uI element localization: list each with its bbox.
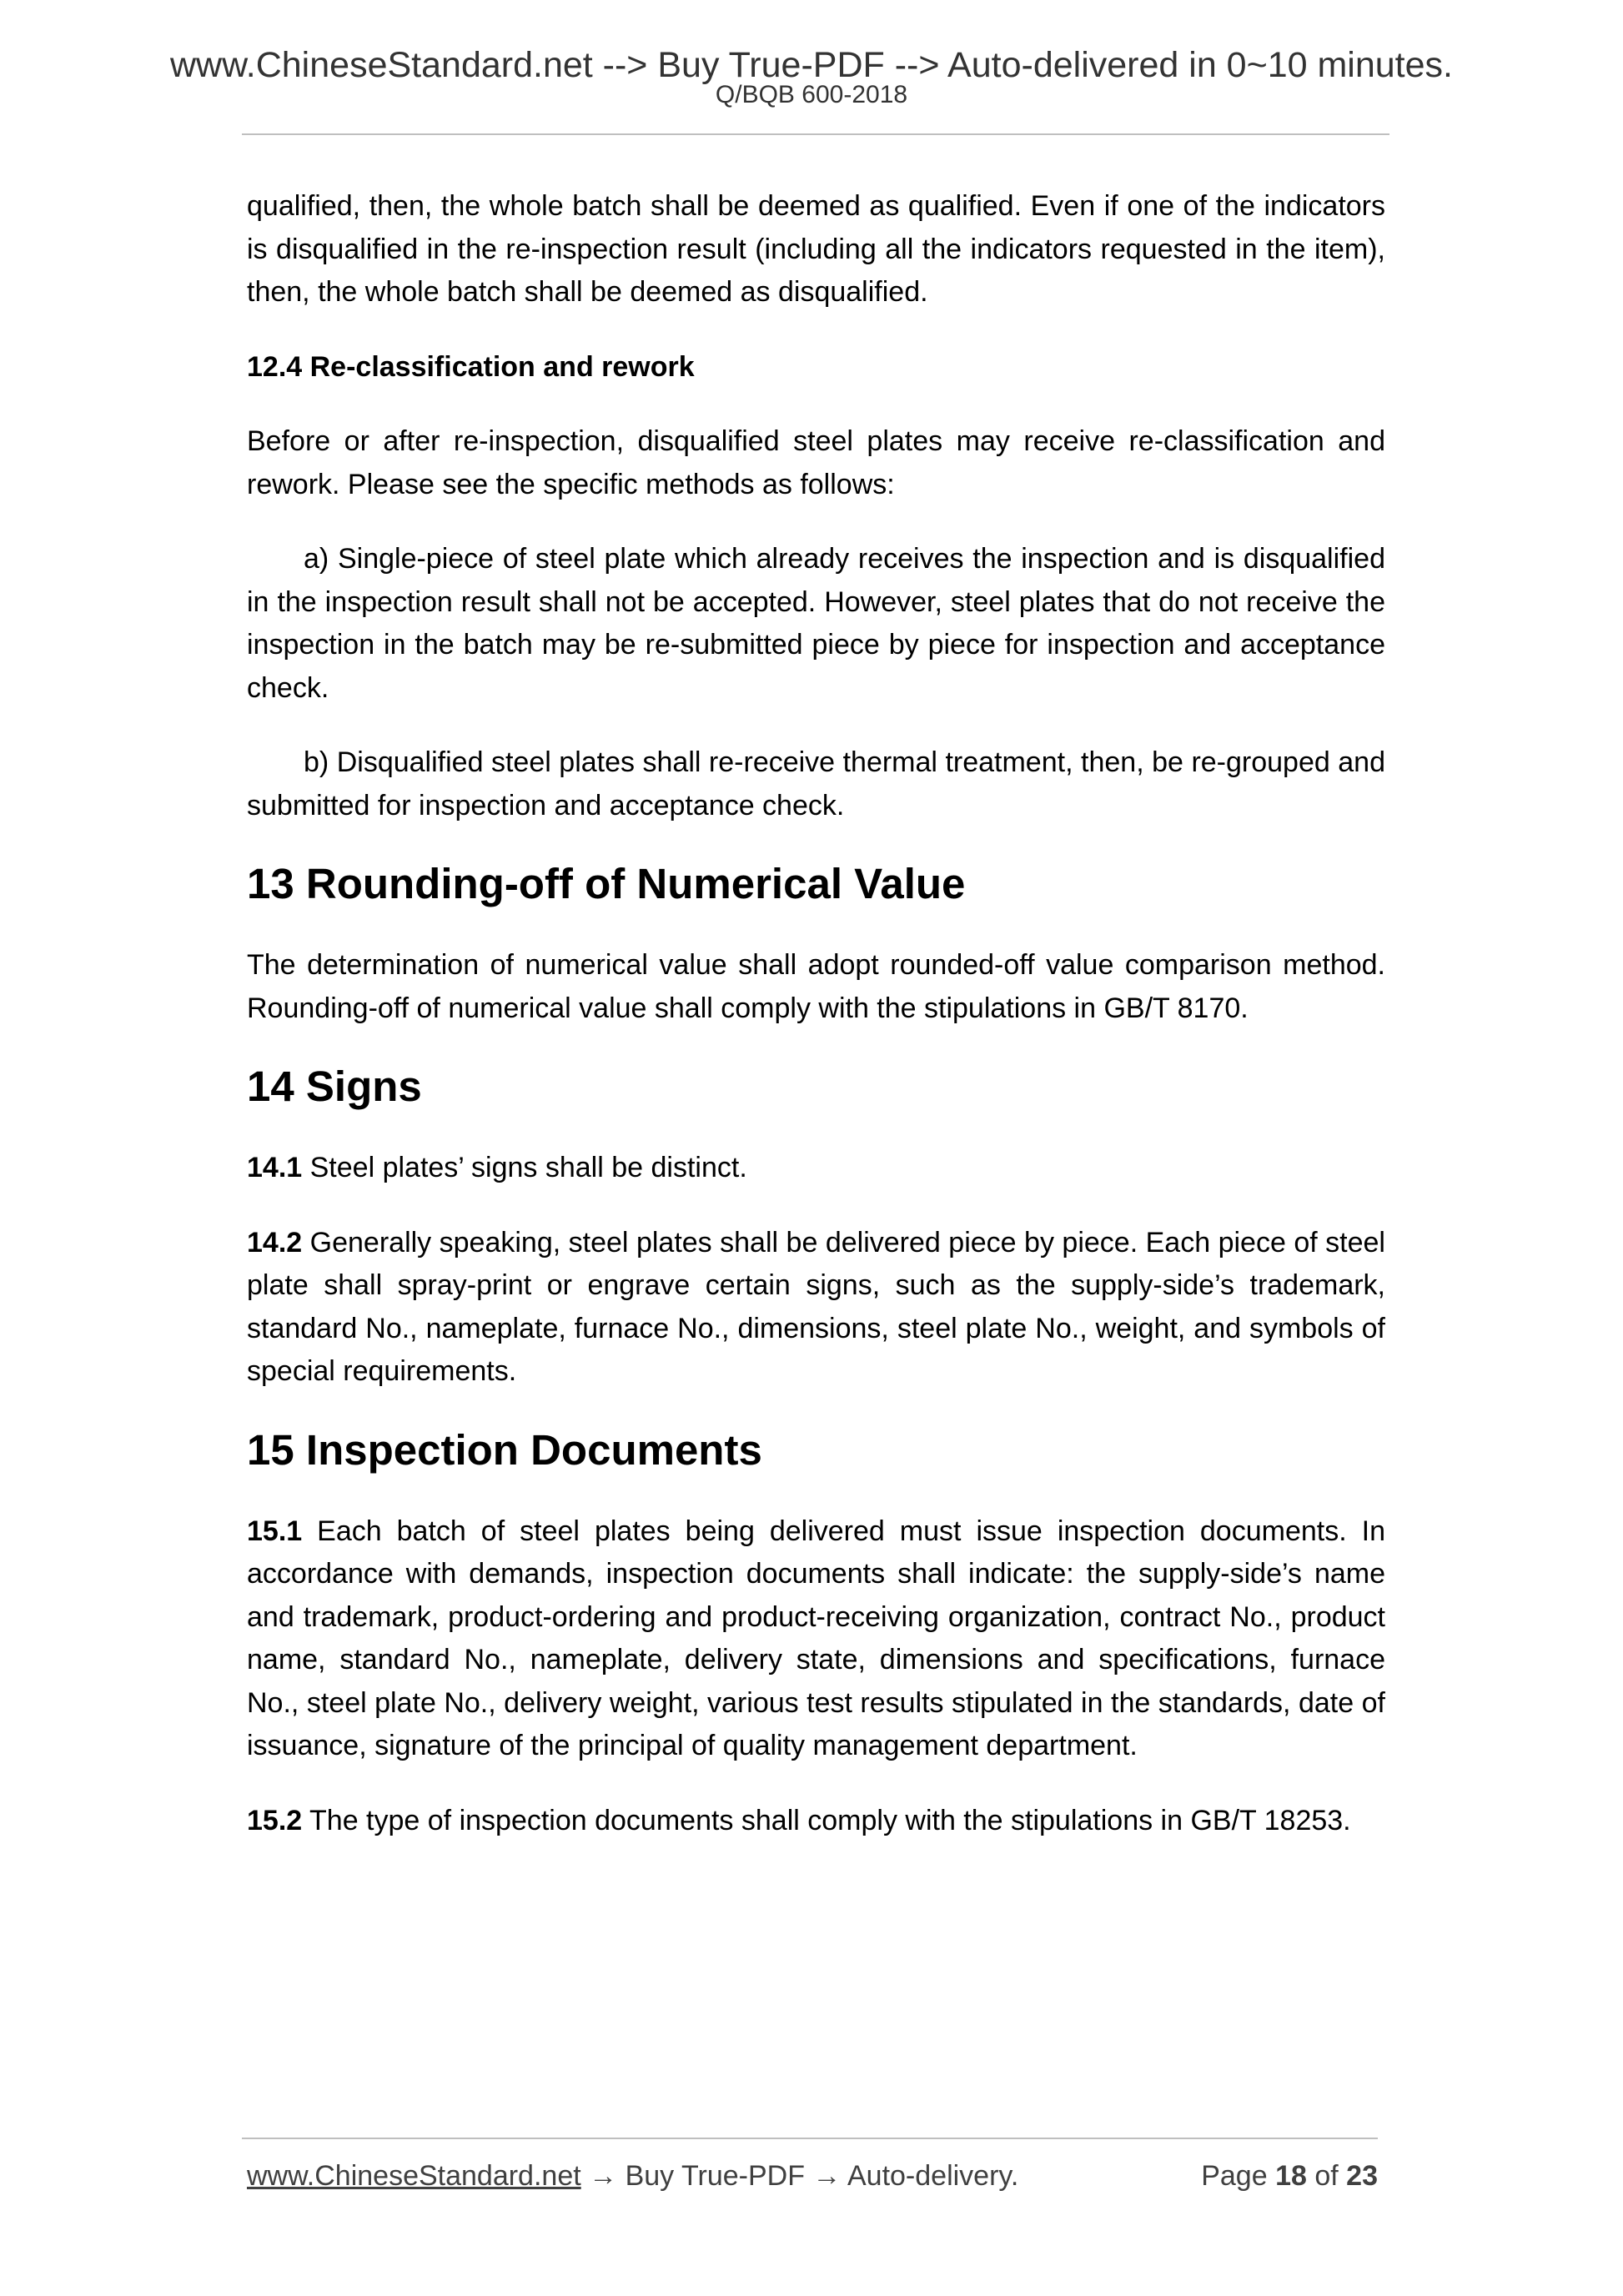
continued-paragraph: qualified, then, the whole batch shall be deemed as qualified. Even if one of the indicators is disqualified in the re-inspection result (including all the indicators requested in the item), then, the whole batch shall be deemed as disqualified.	[247, 190, 1385, 308]
clause-text: Steel plates’ signs shall be distinct.	[302, 1152, 747, 1183]
clause-text: Generally speaking, steel plates shall be delivered piece by piece. Each piece of steel plate shall spray-print or engrave certain signs, such as the supply-side’s trademark, standard No., nameplate, furnace No., dimensions, steel plate No., weight, and symbols of special requirements.	[247, 1226, 1385, 1387]
footer-website-link[interactable]: www.ChineseStandard.net	[247, 2160, 581, 2192]
clause-number: 14.1	[247, 1152, 303, 1183]
top-banner: www.ChineseStandard.net --> Buy True-PDF --> Auto-delivered in 0~10 minutes.	[169, 45, 1453, 85]
header-divider	[242, 133, 1389, 135]
page-label: Page	[1201, 2160, 1268, 2192]
page-content	[247, 185, 1385, 1874]
clause-number: 14.2	[247, 1226, 303, 1259]
section-13-paragraph: The determination of numerical value shall adopt rounded-off value comparison method. Rounding-off of numerical value shall comply with the stipulations in GB/T 8170.	[247, 949, 1385, 1024]
clause-14-2	[247, 1222, 1385, 1394]
page-number	[1201, 2158, 1378, 2194]
footer-tagline: → Buy True-PDF → Auto-delivery.	[580, 2160, 1019, 2192]
section-15-heading: 15 Inspection Documents	[247, 1425, 762, 1474]
clause-15-2	[247, 1800, 1385, 1843]
page-of-label: of	[1314, 2160, 1339, 2192]
clause-15-1	[247, 1510, 1385, 1768]
clause-14-1	[247, 1147, 1385, 1190]
clause-number: 15.1	[247, 1515, 303, 1547]
section-12-4-heading: 12.4 Re-classification and rework	[247, 350, 695, 383]
clause-text: Each batch of steel plates being delivered must issue inspection documents. In accordance with demands, inspection documents shall indicate: the supply-side’s name and trademark, product-ordering and product-receiving organization, contract No., product name, standard No., nameplate, delivery state, dimensions and specifications, furnace No., steel plate No., delivery weight, various test results stipulated in the standards, date of issuance, signature of the principal of quality management department.	[247, 1515, 1385, 1761]
document-code: Q/BQB 600-2018	[715, 81, 908, 108]
section-14-heading: 14 Signs	[247, 1063, 422, 1110]
page-current: 18	[1275, 2160, 1307, 2192]
page-total: 23	[1346, 2160, 1378, 2192]
list-item-a: a) Single-piece of steel plate which already receives the inspection and is disqualified in the inspection result shall not be accepted. However, steel plates that do not receive the inspection in the batch may be re-submitted piece by piece for inspection and acceptance check.	[247, 543, 1385, 704]
list-item-b: b) Disqualified steel plates shall re-receive thermal treatment, then, be re-grouped and submitted for inspection and acceptance check.	[247, 746, 1385, 821]
clause-number: 15.2	[247, 1804, 303, 1836]
clause-text: The type of inspection documents shall comply with the stipulations in GB/T 18253.	[302, 1804, 1351, 1836]
section-13-heading: 13 Rounding-off of Numerical Value	[247, 860, 966, 907]
section-12-4-paragraph: Before or after re-inspection, disqualified steel plates may receive re-classification and rework. Please see the specific methods as follows:	[247, 425, 1385, 500]
footer-left	[247, 2158, 1018, 2194]
footer-divider	[242, 2138, 1378, 2139]
